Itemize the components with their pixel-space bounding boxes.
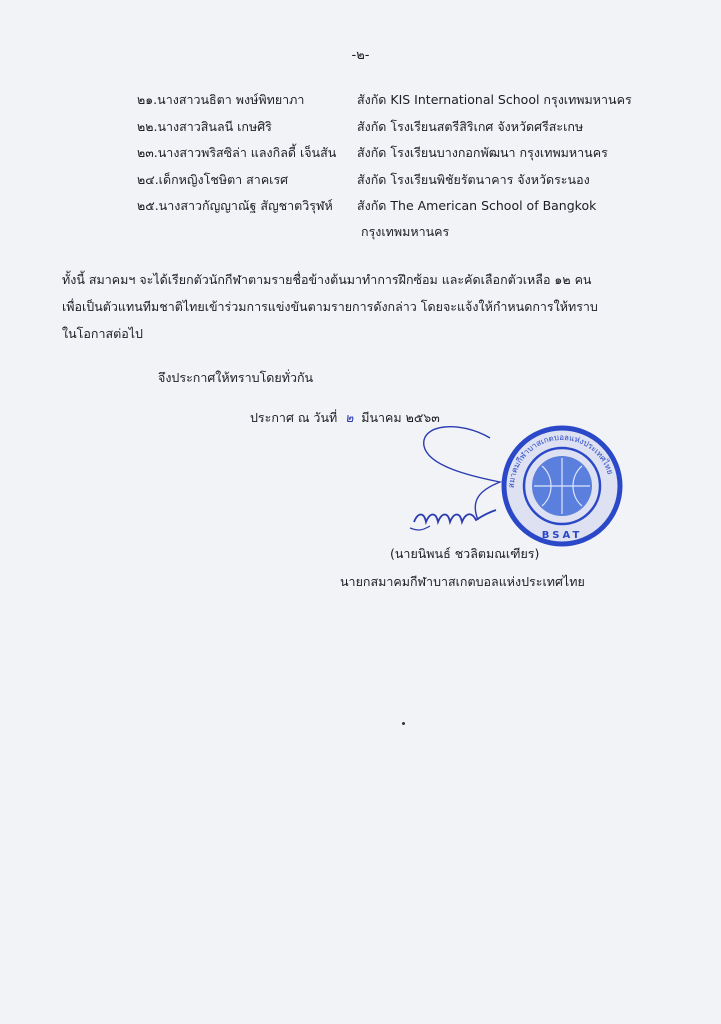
athlete-name: ๒๑.นางสาวนธิตา พงษ์พิทยาภา [137, 92, 305, 107]
athlete-affiliation: สังกัด โรงเรียนสตรีสิริเกศ จังหวัดศรีสะเกษ [357, 118, 584, 134]
signer-name: (นายนิพนธ์ ชวลิตมณเฑียร) [390, 546, 540, 561]
athlete-name: ๒๕.นางสาวกัญญาณัฐ สัญชาตวิรุฬห์ [137, 198, 333, 213]
announcement-paragraph [62, 270, 662, 351]
athlete-name: ๒๒.นางสาวสินลนี เกษศิริ [137, 118, 272, 134]
roster-row [137, 170, 657, 197]
paragraph-line: ทั้งนี้ สมาคมฯ จะได้เรียกตัวนักกีฬาตามรายชื่อข้างต้นมาทำการฝึกซ้อม และคัดเลือกตัวเหลือ ๑๒ คน [62, 272, 592, 287]
signer-title: นายกสมาคมกีฬาบาสเกตบอลแห่งประเทศไทย [340, 574, 585, 589]
roster-row [137, 90, 657, 117]
page-number: -๒- [351, 48, 370, 63]
athlete-affiliation: สังกัด KIS International School กรุงเทพมหานคร [357, 92, 632, 107]
athlete-affiliation: สังกัด โรงเรียนพิชัยรัตนาคาร จังหวัดระนอง [357, 171, 590, 187]
athlete-name: ๒๓.นางสาวพริสซิล่า แลงกิลดี้ เจ็นสัน [137, 145, 337, 160]
athlete-name: ๒๔.เด็กหญิงโชษิตา สาคเรศ [137, 171, 289, 187]
closing-statement: จึงประกาศให้ทราบโดยทั่วกัน [158, 370, 314, 385]
date-month-year: มีนาคม ๒๕๖๓ [361, 410, 440, 425]
date-day: ๒ [345, 410, 354, 425]
seal-abbreviation: BSAT [541, 530, 583, 541]
paragraph-line: เพื่อเป็นตัวแทนทีมชาติไทยเข้าร่วมการแข่งขันตามรายการดังกล่าว โดยจะแจ้งให้กำหนดการให้ทราบ [62, 299, 598, 314]
athlete-affiliation-continued: กรุงเทพมหานคร [361, 224, 450, 239]
athlete-affiliation: สังกัด The American School of Bangkok [357, 198, 597, 213]
date-prefix: ประกาศ ณ วันที่ [250, 410, 338, 425]
roster-row [137, 196, 657, 239]
seal-text: สมาคมกีฬาบาสเกตบอลแห่งประเทศไทย [506, 432, 615, 489]
athlete-affiliation: สังกัด โรงเรียนบางกอกพัฒนา กรุงเทพมหานคร [357, 145, 608, 160]
athlete-roster [137, 90, 657, 239]
paragraph-line: ในโอกาสต่อไป [62, 326, 143, 341]
roster-row [137, 117, 657, 144]
association-seal [492, 418, 632, 558]
roster-row [137, 143, 657, 170]
page-speck [402, 722, 405, 725]
